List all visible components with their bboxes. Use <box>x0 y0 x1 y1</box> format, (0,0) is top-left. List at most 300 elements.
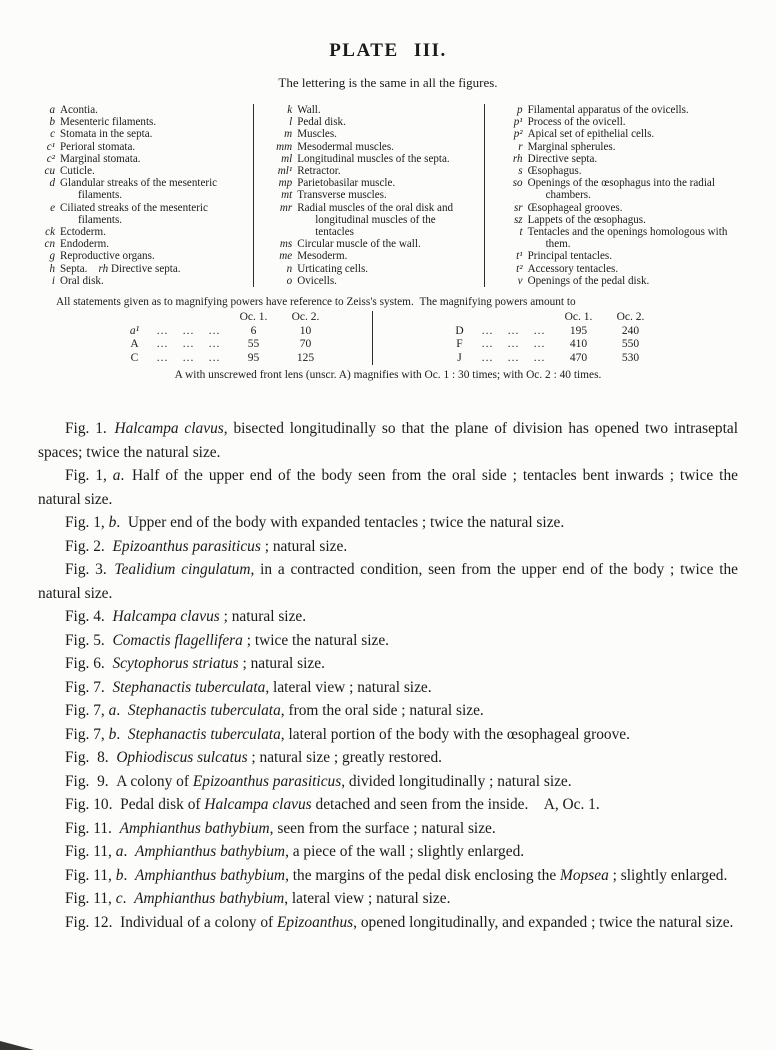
legend-text: Endoderm. <box>60 238 109 251</box>
legend-description <box>528 250 742 262</box>
legend-abbreviation: rh <box>512 152 523 165</box>
legend-entry <box>498 141 742 153</box>
taxon-name: Stephanactis tuberculata <box>127 725 281 743</box>
figure-text: Fig. 2. <box>65 537 113 555</box>
legend-entry <box>498 165 742 177</box>
figure-paragraph <box>38 793 738 817</box>
empty-cell <box>445 311 475 325</box>
legend-description <box>60 202 245 226</box>
legend-abbreviation: so <box>512 177 523 190</box>
figure-text: Fig. 11. <box>65 819 120 837</box>
magnification-row <box>445 352 657 366</box>
figure-text: ; slightly enlarged. <box>608 866 728 884</box>
legend-abbreviation: s <box>518 165 523 178</box>
taxon-name: Stephanactis tuberculata <box>127 702 281 720</box>
dot-leader: ... <box>533 324 546 337</box>
dot-leader: ... <box>156 338 169 351</box>
dot-leader: ... <box>507 338 520 351</box>
figure-text: , opened longitudinally, and expanded ; twice the natural size. <box>353 913 734 931</box>
legend-description <box>528 104 742 116</box>
figure-text: Fig. 11, <box>65 890 116 908</box>
figure-text: Fig. 5. <box>65 631 113 649</box>
taxon-name: c <box>115 890 123 908</box>
legend-text: Acontia. <box>60 104 98 116</box>
legend-entry <box>267 238 475 250</box>
scan-corner-artifact <box>0 1041 34 1050</box>
empty-cell <box>527 311 553 325</box>
legend-description <box>60 263 245 275</box>
figure-text: detached and seen from the inside. A, Oc. 1. <box>311 796 600 814</box>
legend-abbreviation: k <box>287 104 293 116</box>
legend-abbreviation: sr <box>513 201 523 214</box>
legend-text: Process of the ovicell. <box>527 116 626 129</box>
legend-description <box>297 141 475 153</box>
legend-abbreviation: cn <box>44 238 55 251</box>
legend-description <box>297 116 475 128</box>
power-value-oc1: 470 <box>569 351 588 364</box>
figure-paragraph <box>38 864 738 888</box>
legend-abbreviation: mp <box>278 177 293 190</box>
figure-text: , in a contracted condition, seen from the upper end of the body ; twice the natural size. <box>38 561 739 602</box>
magnification-row <box>445 338 657 352</box>
objective-label: J <box>457 351 462 364</box>
legend-text: Longitudinal muscles of the septa. <box>297 152 450 165</box>
legend-description <box>297 153 475 165</box>
legend-text: Lappets of the œsophagus. <box>527 213 646 226</box>
legend-abbreviation: g <box>49 250 55 263</box>
figure-text: . Half of the upper end of the body seen from the oral side ; tentacles bent inwards ; twice the natural size. <box>38 467 738 508</box>
empty-cell <box>150 311 176 325</box>
taxon-name: Halcampa clavus <box>114 420 224 438</box>
legend-text: Tentacles and the openings homologous with them. <box>527 226 728 251</box>
taxon-name: Comactis flagellifera <box>112 631 243 649</box>
legend-column-2 <box>253 104 483 287</box>
legend-abbreviation: p² <box>513 128 523 141</box>
legend-text: Apical set of epithelial cells. <box>527 128 655 141</box>
legend-entry <box>267 104 475 116</box>
legend-entry <box>30 104 245 116</box>
magnification-note: A with unscrewed front lens (unscr. A) magnifies with Oc. 1 : 30 times; with Oc. 2 : 40 times. <box>174 369 602 382</box>
legend-text: Cuticle. <box>60 165 95 178</box>
taxon-name: Tealidium cingulatum <box>114 561 251 579</box>
legend-abbreviation: t <box>519 226 523 239</box>
legend-text: Stomata in the septa. <box>60 128 153 141</box>
mag-header-row <box>445 311 657 325</box>
legend-entry <box>498 263 742 275</box>
legend-text: Accessory tentacles. <box>527 262 619 275</box>
legend-entry <box>30 202 245 226</box>
magnification-row <box>120 352 332 366</box>
legend-text: Œsophageal grooves. <box>527 201 623 214</box>
taxon-name: Ophiodiscus sulcatus <box>116 749 248 767</box>
legend-entry <box>30 165 245 177</box>
legend-inline-abbreviation: rh <box>98 262 109 275</box>
figure-text: Fig. 7, <box>65 702 109 720</box>
dot-leader: ... <box>481 338 494 351</box>
dot-leader: ... <box>507 351 520 364</box>
legend-text: Radial muscles of the oral disk and longitudinal muscles of the tentacles <box>297 201 454 239</box>
taxon-name: Epizoanthus parasiticus <box>112 537 261 555</box>
legend-entry <box>267 177 475 189</box>
figure-paragraph <box>38 464 738 511</box>
dot-leader: ... <box>156 324 169 337</box>
figure-paragraph <box>38 840 738 864</box>
figure-text: . <box>122 890 135 908</box>
power-value-oc1: 95 <box>247 351 260 364</box>
legend-text: Muscles. <box>297 128 337 141</box>
figure-paragraph <box>38 817 738 841</box>
figure-text: , seen from the surface ; natural size. <box>269 819 496 837</box>
legend-abbreviation: v <box>517 274 523 287</box>
legend-entry <box>267 116 475 128</box>
column-header-oc1: Oc. 1. <box>239 311 268 324</box>
legend-text: Directive septa. <box>108 262 181 275</box>
figure-paragraph <box>38 699 738 723</box>
empty-cell <box>475 311 501 325</box>
legend-entry <box>498 153 742 165</box>
figure-text: . <box>123 843 135 861</box>
objective-label: A <box>130 338 139 351</box>
legend-description <box>297 250 475 262</box>
figure-text: , a piece of the wall ; slightly enlarged. <box>285 843 525 861</box>
legend-abbreviation: r <box>518 140 523 153</box>
legend-text: Ovicells. <box>297 274 337 287</box>
legend-entry <box>267 153 475 165</box>
legend-entry <box>30 250 245 262</box>
figure-paragraph <box>38 911 738 935</box>
figure-text: Fig. 1, <box>65 514 109 532</box>
dot-leader: ... <box>208 338 221 351</box>
figure-text: , lateral view ; natural size. <box>265 678 432 696</box>
figure-text: , the margins of the pedal disk enclosing the <box>285 866 561 884</box>
legend-abbreviation: n <box>286 262 293 275</box>
legend-entry <box>498 104 742 116</box>
legend-entry <box>267 141 475 153</box>
objective-label: a¹ <box>129 324 140 337</box>
figure-paragraph <box>38 723 738 747</box>
legend-description <box>60 177 245 201</box>
figure-text: Fig. 1. <box>65 420 115 438</box>
dot-leader: ... <box>182 338 195 351</box>
legend-text: Openings of the pedal disk. <box>527 274 650 287</box>
taxon-name: Halcampa clavus <box>112 608 220 626</box>
magnification-table-left <box>120 311 332 365</box>
legend-text: Mesoderm. <box>297 250 348 263</box>
legend-description <box>297 128 475 140</box>
legend-description <box>528 177 742 201</box>
legend-abbreviation: me <box>279 250 293 263</box>
figure-text: Fig. 11, <box>65 866 116 884</box>
legend-text: Œsophagus. <box>527 165 582 178</box>
power-value-oc1: 6 <box>250 324 257 337</box>
figure-text: ; natural size ; greatly restored. <box>247 749 443 767</box>
legend-description <box>297 165 475 177</box>
column-header-oc2: Oc. 2. <box>616 311 645 324</box>
legend-text: Mesenteric filaments. <box>60 116 157 129</box>
dot-leader: ... <box>533 351 546 364</box>
page-title: PLATE III. <box>329 40 447 61</box>
power-value-oc2: 70 <box>299 338 312 351</box>
legend-description <box>60 104 245 116</box>
taxon-name: Amphianthus bathybium <box>135 843 286 861</box>
legend-abbreviation: ml <box>281 152 293 165</box>
figure-descriptions <box>38 417 738 934</box>
empty-cell <box>176 311 202 325</box>
legend-description <box>528 214 742 226</box>
legend-text: Directive septa. <box>527 152 598 165</box>
legend-abbreviation: a <box>49 104 55 116</box>
legend-abbreviation: t² <box>516 262 523 275</box>
legend-description <box>60 250 245 262</box>
legend-entry <box>498 202 742 214</box>
empty-cell <box>501 311 527 325</box>
legend-abbreviation: ml¹ <box>277 165 293 178</box>
figure-text: Fig. 7. <box>65 678 113 696</box>
magnification-table-right <box>445 311 657 365</box>
legend-description <box>528 128 742 140</box>
magnification-row <box>445 325 657 339</box>
legend-text: Mesodermal muscles. <box>297 140 394 153</box>
dot-leader: ... <box>208 351 221 364</box>
figure-text: Fig. 8. <box>65 749 117 767</box>
legend-text: Septa. <box>60 262 99 275</box>
dot-leader: ... <box>533 338 546 351</box>
legend-text: Urticating cells. <box>297 262 369 275</box>
taxon-name: a <box>112 467 121 485</box>
taxon-name: Amphianthus bathybium <box>119 819 270 837</box>
magnification-row <box>120 325 332 339</box>
legend-abbreviation: mr <box>279 201 293 214</box>
figure-text: . Upper end of the body with expanded tentacles ; twice the natural size. <box>116 514 565 532</box>
legend-entry <box>30 128 245 140</box>
legend-abbreviation: p¹ <box>513 116 523 129</box>
figure-text: ; twice the natural size. <box>242 631 390 649</box>
figure-text: ; natural size. <box>260 537 348 555</box>
legend-description <box>60 116 245 128</box>
taxon-name: b <box>108 725 117 743</box>
legend-abbreviation: ck <box>45 226 55 239</box>
legend-text: Marginal spherules. <box>527 140 616 153</box>
legend-abbreviation: c¹ <box>46 140 55 153</box>
legend-text: Transverse muscles. <box>297 189 387 202</box>
taxon-name: Mopsea <box>560 866 609 884</box>
legend-description <box>60 141 245 153</box>
legend-abbreviation: mt <box>281 189 293 202</box>
dot-leader: ... <box>507 324 520 337</box>
legend-abbreviation: i <box>51 274 55 287</box>
legend-entry <box>498 250 742 262</box>
taxon-name: Epizoanthus parasiticus <box>192 772 342 790</box>
legend-abbreviation: c² <box>46 152 55 165</box>
figure-text: Fig. 10. Pedal disk of <box>65 796 205 814</box>
legend-entry <box>498 226 742 250</box>
legend-entry <box>498 128 742 140</box>
figure-text: , divided longitudinally ; natural size. <box>341 772 572 790</box>
legend-abbreviation: m <box>284 128 293 141</box>
taxon-name: a <box>115 843 124 861</box>
figure-text: Fig. 4. <box>65 608 113 626</box>
legend-abbreviation: sz <box>513 213 523 226</box>
figure-text: . <box>116 702 128 720</box>
power-value-oc2: 125 <box>296 351 315 364</box>
legend-text: Ciliated streaks of the mesenteric filaments. <box>60 201 208 226</box>
legend-entry <box>267 165 475 177</box>
legend-text: Ectoderm. <box>60 226 106 239</box>
legend-description <box>297 238 475 250</box>
power-value-oc2: 10 <box>299 324 312 337</box>
figure-text: Fig. 3. <box>65 561 115 579</box>
legend-description <box>297 177 475 189</box>
power-value-oc1: 195 <box>569 324 588 337</box>
legend-entry <box>267 128 475 140</box>
legend-text: Wall. <box>297 104 321 116</box>
dot-leader: ... <box>481 324 494 337</box>
legend-abbreviation: cu <box>44 165 55 178</box>
legend-entry <box>30 141 245 153</box>
figure-paragraph <box>38 887 738 911</box>
legend-text: Marginal stomata. <box>60 152 141 165</box>
legend-text: Filamental apparatus of the ovicells. <box>527 104 689 116</box>
power-value-oc1: 55 <box>247 338 260 351</box>
legend-entry <box>30 238 245 250</box>
legend-description <box>528 263 742 275</box>
legend-abbreviation: b <box>49 116 55 129</box>
taxon-name: Amphianthus bathybium <box>135 866 286 884</box>
legend-abbreviation: e <box>50 201 55 214</box>
figure-text: , lateral portion of the body with the œsophageal groove. <box>280 725 630 743</box>
objective-label: D <box>455 324 464 337</box>
legend-text: Oral disk. <box>60 274 104 287</box>
legend-text: Openings of the œsophagus into the radial chambers. <box>527 177 715 202</box>
figure-paragraph <box>38 676 738 700</box>
legend-description <box>528 226 742 250</box>
figure-text: , bisected longitudinally so that the plane of division has opened two intraseptal spaces; twice the natural size. <box>38 420 738 461</box>
legend-abbreviation: h <box>49 262 55 275</box>
power-value-oc2: 550 <box>621 338 640 351</box>
legend-abbreviation: ms <box>279 238 293 251</box>
legend-entry <box>267 275 475 287</box>
legend-entry <box>498 116 742 128</box>
legend-entry <box>267 250 475 262</box>
empty-cell <box>202 311 228 325</box>
lettering-legend <box>30 104 750 287</box>
objective-label: F <box>456 338 463 351</box>
magnification-row <box>120 338 332 352</box>
figure-paragraph <box>38 605 738 629</box>
legend-description <box>297 189 475 201</box>
dot-leader: ... <box>182 324 195 337</box>
legend-text: Perioral stomata. <box>60 140 136 153</box>
legend-text: Pedal disk. <box>297 116 346 129</box>
legend-abbreviation: o <box>286 274 293 287</box>
legend-entry <box>30 226 245 238</box>
legend-description <box>60 128 245 140</box>
legend-column-1 <box>30 104 253 287</box>
legend-text: Retractor. <box>297 165 341 178</box>
page-subtitle: The lettering is the same in all the figures. <box>278 75 498 90</box>
legend-description <box>60 165 245 177</box>
figure-text: , from the oral side ; natural size. <box>280 702 484 720</box>
legend-entry <box>30 275 245 287</box>
column-header-oc2: Oc. 2. <box>291 311 320 324</box>
legend-column-3 <box>484 104 750 287</box>
legend-entry <box>30 177 245 201</box>
taxon-name: Halcampa clavus <box>204 796 312 814</box>
legend-description <box>297 202 475 239</box>
figure-paragraph <box>38 770 738 794</box>
legend-description <box>60 275 245 287</box>
figure-text: ; natural size. <box>219 608 307 626</box>
legend-entry <box>498 177 742 201</box>
legend-description <box>60 153 245 165</box>
legend-description <box>297 263 475 275</box>
figure-paragraph <box>38 417 738 464</box>
legend-text: Glandular streaks of the mesenteric filaments. <box>60 177 218 202</box>
legend-abbreviation: t¹ <box>516 250 523 263</box>
figure-text: Fig. 9. A colony of <box>65 772 193 790</box>
figure-text: Fig. 7, <box>65 725 109 743</box>
legend-description <box>528 141 742 153</box>
legend-text: Parietobasilar muscle. <box>297 177 396 190</box>
figure-paragraph <box>38 652 738 676</box>
figure-text: . <box>116 725 128 743</box>
legend-entry <box>498 214 742 226</box>
mag-header-row <box>120 311 332 325</box>
figure-text: Fig. 11, <box>65 843 116 861</box>
legend-entry <box>267 189 475 201</box>
dot-leader: ... <box>156 351 169 364</box>
figure-text: Fig. 12. Individual of a colony of <box>65 913 278 931</box>
power-value-oc1: 410 <box>569 338 588 351</box>
legend-description <box>528 275 742 287</box>
magnification-intro: All statements given as to magnifying powers have reference to Zeiss's system. The magnifying powers amount to <box>56 296 576 309</box>
power-value-oc2: 530 <box>621 351 640 364</box>
legend-abbreviation: l <box>289 116 293 129</box>
empty-cell <box>120 311 150 325</box>
figure-paragraph <box>38 558 738 605</box>
legend-entry <box>267 263 475 275</box>
legend-text: Reproductive organs. <box>60 250 155 263</box>
taxon-name: b <box>108 514 117 532</box>
legend-description <box>297 275 475 287</box>
dot-leader: ... <box>182 351 195 364</box>
legend-entry <box>30 116 245 128</box>
legend-text: Circular muscle of the wall. <box>297 238 421 251</box>
legend-entry <box>498 275 742 287</box>
taxon-name: b <box>115 866 124 884</box>
legend-abbreviation: c <box>50 128 55 141</box>
taxon-name: a <box>108 702 117 720</box>
figure-paragraph <box>38 535 738 559</box>
legend-description <box>60 238 245 250</box>
legend-description <box>528 153 742 165</box>
dot-leader: ... <box>208 324 221 337</box>
taxon-name: Amphianthus bathybium <box>134 890 285 908</box>
figure-text: , lateral view ; natural size. <box>284 890 451 908</box>
figure-text: . <box>123 866 135 884</box>
figure-paragraph <box>38 629 738 653</box>
legend-abbreviation: mm <box>276 140 293 153</box>
legend-description <box>528 202 742 214</box>
figure-paragraph <box>38 746 738 770</box>
legend-entry <box>30 153 245 165</box>
table-divider-rule <box>372 311 373 365</box>
power-value-oc2: 240 <box>621 324 640 337</box>
dot-leader: ... <box>481 351 494 364</box>
legend-description <box>528 116 742 128</box>
legend-description <box>528 165 742 177</box>
magnification-tables <box>0 311 776 365</box>
